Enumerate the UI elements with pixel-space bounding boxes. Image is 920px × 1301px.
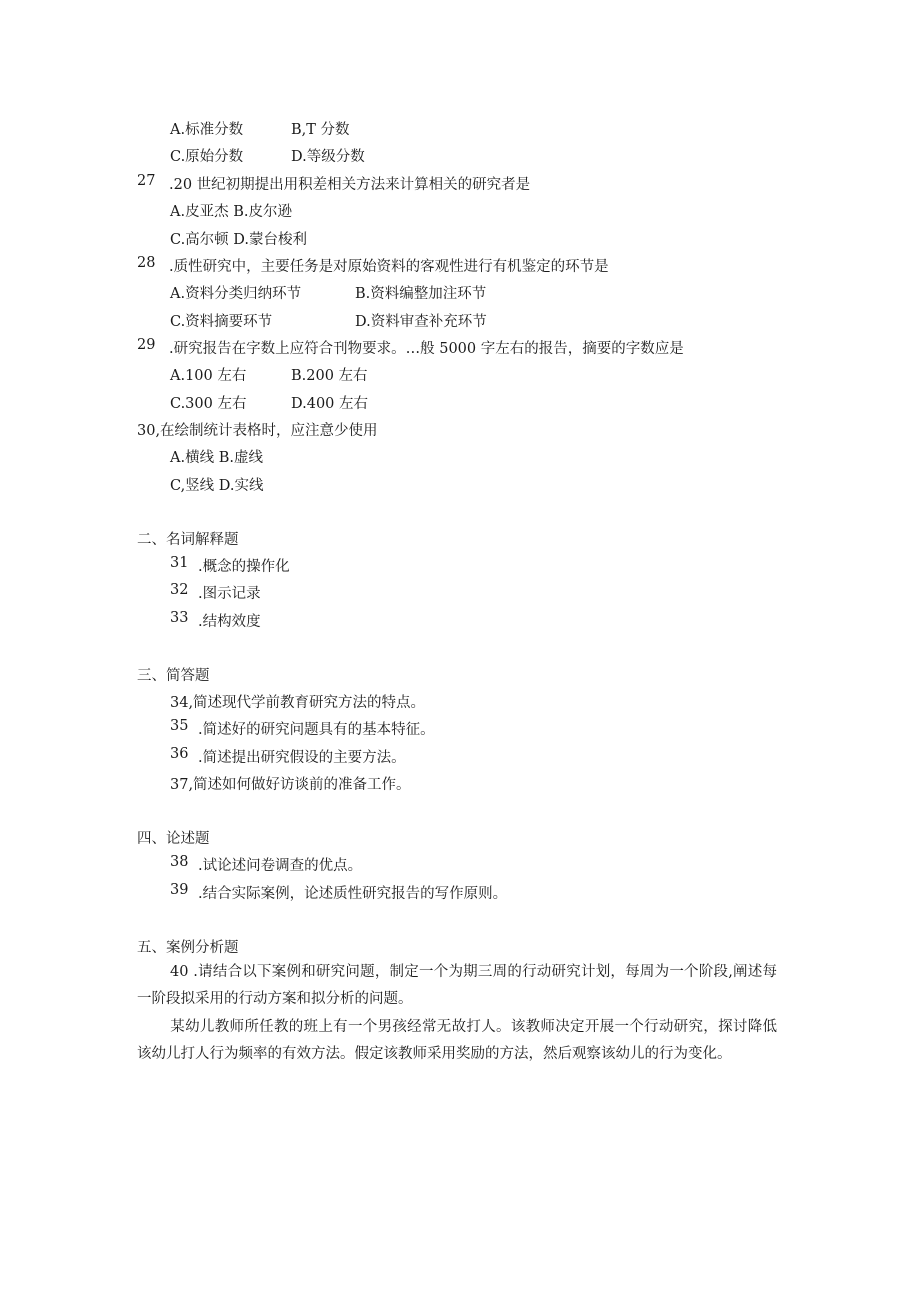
q29-option-d: D.400 左右	[291, 396, 369, 412]
q34-text: 34,简述现代学前教育研究方法的特点。	[170, 695, 426, 711]
q26-option-d: D.等级分数	[291, 149, 365, 165]
q26-option-c: C.原始分数	[170, 149, 244, 165]
q28-option-a: A.资料分类归纳环节	[170, 286, 302, 302]
q40-paragraph	[137, 959, 777, 1014]
q30-options-ab: A.横线 B.虚线	[170, 450, 263, 466]
q33-number: 33	[170, 610, 189, 626]
case-text: 某幼儿教师所任教的班上有一个男孩经常无故打人。该教师决定开展一个行动研究，探讨降低该幼儿打人行为频率的有效方法。假定该教师采用奖励的方法，然后观察该幼儿的行为变化。	[137, 1019, 777, 1063]
q40-text: .请结合以下案例和研究问题，制定一个为期三周的行动研究计划，每周为一个阶段,阐述每一阶段拟采用的行动方案和拟分析的问题。	[137, 964, 778, 1008]
q39-text: .结合实际案例，论述质性研究报告的写作原则。	[198, 886, 508, 902]
q38-number: 38	[170, 854, 189, 870]
q29-stem: .研究报告在字数上应符合刊物要求。…般 5000 字左右的报告，摘要的字数应是	[169, 341, 684, 357]
q29-option-c: C.300 左右	[170, 396, 247, 412]
q28-option-c: C.资料摘要环节	[170, 314, 273, 330]
q36-text: .简述提出研究假设的主要方法。	[198, 750, 406, 766]
q26-option-b: B,T 分数	[291, 122, 350, 138]
q26-option-a: A.标准分数	[170, 122, 244, 138]
section4-title: 四、论述题	[137, 831, 210, 847]
q27-stem: .20 世纪初期提出用积差相关方法来计算相关的研究者是	[169, 177, 531, 193]
q31-number: 31	[170, 555, 189, 571]
q40-number: 40	[170, 964, 189, 980]
q30-stem: 30,在绘制统计表格时，应注意少使用	[137, 423, 378, 439]
q37-text: 37,简述如何做好访谈前的准备工作。	[170, 777, 411, 793]
q29-option-b: B.200 左右	[291, 368, 368, 384]
q28-option-b: B.资料编整加注环节	[355, 286, 487, 302]
q28-option-d: D.资料审查补充环节	[355, 314, 487, 330]
q35-number: 35	[170, 718, 189, 734]
q27-number: 27	[137, 173, 156, 189]
q28-stem: .质性研究中，主要任务是对原始资料的客观性进行有机鉴定的环节是	[169, 259, 609, 275]
q33-text: .结构效度	[198, 614, 261, 630]
q32-text: .图示记录	[198, 586, 261, 602]
q32-number: 32	[170, 582, 189, 598]
section3-title: 三、简答题	[137, 668, 210, 684]
q39-number: 39	[170, 882, 189, 898]
case-paragraph	[137, 1014, 777, 1069]
q38-text: .试论述问卷调查的优点。	[198, 858, 363, 874]
section2-title: 二、名词解释题	[137, 532, 239, 548]
q28-number: 28	[137, 255, 156, 271]
q36-number: 36	[170, 746, 189, 762]
q27-options-cd: C.高尔顿 D.蒙台梭利	[170, 232, 308, 248]
section5-title: 五、案例分析题	[137, 940, 239, 956]
q31-text: .概念的操作化	[198, 559, 290, 575]
q35-text: .简述好的研究问题具有的基本特征。	[198, 722, 435, 738]
q29-number: 29	[137, 337, 156, 353]
q27-options-ab: A.皮亚杰 B.皮尔逊	[170, 204, 292, 220]
q30-options-cd: C,竖线 D.实线	[170, 478, 264, 494]
q29-option-a: A.100 左右	[170, 368, 247, 384]
